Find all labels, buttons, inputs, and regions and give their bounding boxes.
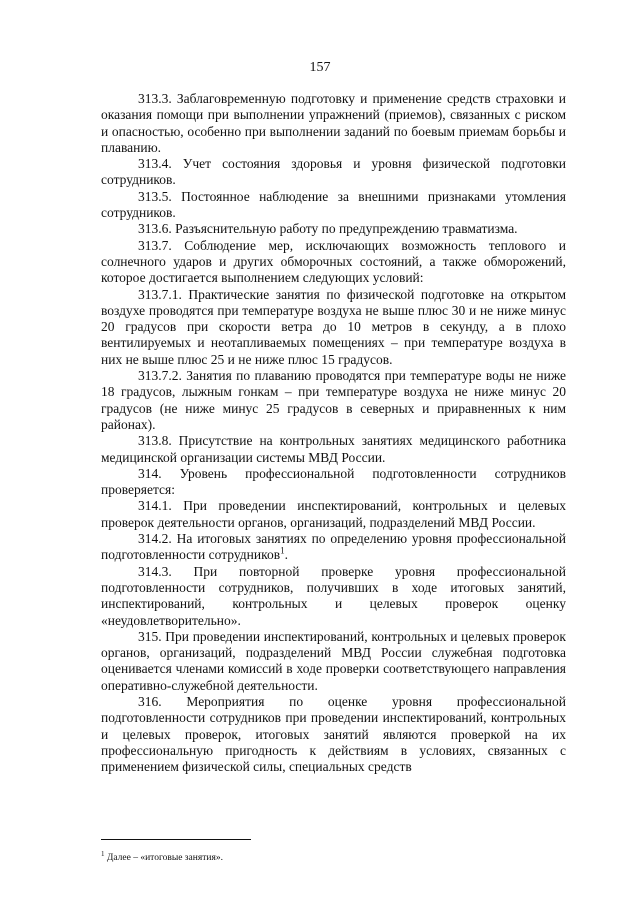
footnote-divider (101, 839, 251, 840)
footnote (101, 848, 566, 864)
paragraph-313-7: 313.7. Соблюдение мер, исключающих возможность теплового и солнечного ударов и других обморочных состояний, а также обморожений, которое достигается выполнением следующих условий: (101, 237, 566, 286)
paragraph-313-4: 313.4. Учет состояния здоровья и уровня физической подготовки сотрудников. (101, 156, 566, 188)
paragraph-314-3: 314.3. При повторной проверке уровня профессиональной подготовленности сотрудников, получивших в ходе итоговых занятий, инспектирований, контрольных и целевых проверок оценку «неудовлетворительно». (101, 563, 566, 628)
paragraph-315: 315. При проведении инспектирований, контрольных и целевых проверок органов, организаций, подразделений МВД России служебная подготовка оценивается членами комиссий в ходе проверки соответствующего направления оперативно-служебной деятельности. (101, 628, 566, 693)
page-number: 157 (309, 60, 331, 75)
document-body (101, 91, 566, 775)
footnote-mark: 1 (101, 850, 105, 858)
footnote-reference[interactable]: 1 (280, 545, 285, 556)
paragraph-314: 314. Уровень профессиональной подготовленности сотрудников проверяется: (101, 465, 566, 498)
paragraph-314-2: 314.2. На итоговых занятиях по определению уровня профессиональной подготовленности сотрудников$^1$. (101, 531, 566, 563)
paragraph-313-6: 313.6. Разъяснительную работу по предупреждению травматизма. (138, 221, 518, 237)
paragraph-314-1: 314.1. При проведении инспектирований, контрольных и целевых проверок деятельности органов, организаций, подразделений МВД России. (101, 498, 566, 530)
footnote-text: Далее – «итоговые занятия». (106, 853, 223, 864)
paragraph-316: 316. Мероприятия по оценке уровня профессиональной подготовленности сотрудников при проведении инспектирований, контрольных и целевых проверок, итоговых занятий являются проверкой на их профессиональную пригодность к действиям в условиях, связанных с применением физической силы, специальных средств (101, 693, 566, 775)
paragraph-313-5: 313.5. Постоянное наблюдение за внешними признаками утомления сотрудников. (101, 188, 566, 221)
paragraph-313-3: 313.3. Заблаговременную подготовку и применение средств страховки и оказания помощи при выполнении упражнений (приемов), связанных с риском и опасностью, особенно при выполнении заданий по боевым приемам борьбы и плаванию. (101, 91, 566, 155)
paragraph-313-8: 313.8. Присутствие на контрольных занятиях медицинского работника медицинской организации системы МВД России. (101, 433, 566, 465)
paragraph-313-7-1: 313.7.1. Практические занятия по физической подготовке на открытом воздухе проводятся при температуре воздуха не выше плюс 30 и не ниже минус 20 градусов при скорости ветра до 10 метров в секунду, а в плохо вентилируемых и неотапливаемых помещениях – при температуре воздуха в них не выше плюс 25 и не ниже плюс 15 градусов. (101, 286, 566, 367)
paragraph-314-2-text: 314.2. На итоговых занятиях по определению уровня профессиональной подготовленности сотрудников (101, 531, 566, 563)
paragraph-313-7-2: 313.7.2. Занятия по плаванию проводятся при температуре воды не ниже 18 градусов, лыжным гонкам – при температуре воздуха не ниже минус 20 градусов (не ниже минус 25 градусов в северных и приравненных к ним районах). (101, 368, 566, 432)
